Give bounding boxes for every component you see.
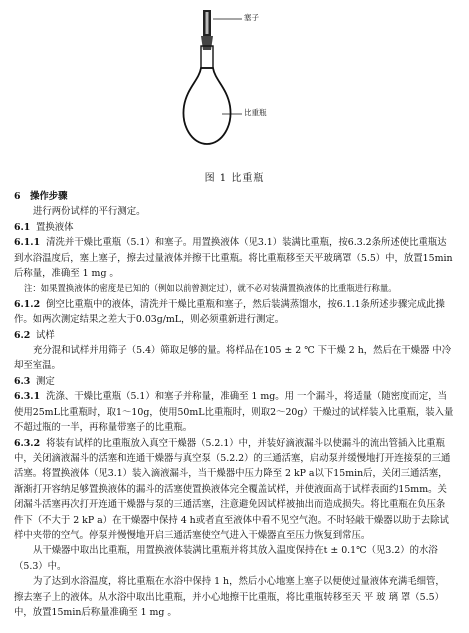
intro-paragraph: 进行两份试样的平行测定。	[33, 206, 146, 218]
section-6-heading: 6 操作步骤	[14, 191, 68, 202]
paragraph-6-1-2: 6.1.2 倒空比重瓶中的液体，清洗并干燥比重瓶和塞子，然后装满蒸馏水，按6.1.1条所述步骤完成此操作。如两次测定结果之差大于0.03g/mL，则必须重新进行测定。	[14, 298, 445, 326]
paragraph-6-3-4: 为了达到水浴温度，将比重瓶在水浴中保持 1 h，然后小心地塞上塞子以便使过量液体充满毛细管，擦去塞子上的液体。从水浴中取出比重瓶，并小心地擦干比重瓶，将比重瓶转移至天 平 玻 璃 罩（5.5）中，放置15min后称量准确至 1 mg 。	[14, 576, 445, 618]
section-6-2-heading: 6.2 试样	[14, 329, 55, 341]
section-6-3-heading: 6.3 测定	[14, 375, 55, 387]
paragraph-6-3-3: 从干燥器中取出比重瓶，用置换液体装满比重瓶并将其放入温度保持在t ± 0.1℃（见3.2）的水浴（5.3）中。	[14, 545, 438, 572]
paragraph-6-1-1: 6.1.1 清洗并干燥比重瓶（5.1）和塞子。用置换液体（见3.1）装满比重瓶，按6.3.2条所述使比重瓶达到水浴温度后，塞上塞子，擦去过量液体并擦干比重瓶。将比重瓶移至天平玻璃罩（5.5）中，放置15min后称量，准确至 1 mg 。	[14, 237, 453, 280]
bottle-body	[184, 68, 231, 144]
note: 注：如果置换液体的密度是已知的（例如以前曾测定过），就不必对装满置换液体的比重瓶进行称量。	[24, 283, 397, 294]
document-body	[14, 186, 454, 620]
label-bottle: 比重瓶	[244, 108, 267, 117]
pycnometer-figure	[150, 2, 310, 152]
label-stopper: 塞子	[244, 13, 259, 22]
paragraph-6-3-1: 6.3.1 洗涤、干燥比重瓶（5.1）和塞子并称量，准确至 1 mg。用 一个漏斗，将适量（随密度而定，当使用25mL比重瓶时，取1～10g，使用50mL比重瓶时，则取2～20g）干燥过的试样装入比重瓶，装入量不超过瓶的一半，再称量带塞子的比重瓶。	[14, 391, 454, 434]
figure-caption: 图 1 比重瓶	[204, 173, 265, 184]
section-6-1-heading: 6.1 置换液体	[14, 221, 74, 233]
paragraph-6-2: 充分混和试样并用筛子（5.4）筛取足够的量。将样品在105 ± 2 ℃ 下干燥 2 h，然后在干燥器 中冷却至室温。	[14, 345, 452, 372]
paragraph-6-3-2: 6.3.2 将装有试样的比重瓶放入真空干燥器（5.2.1）中，并装好滴液漏斗以使漏斗的流出管插入比重瓶中，关闭滴液漏斗的活塞和连通干燥器与真空泵（5.2.2）的三通活塞，启动泵并缓慢地打开连接泵的三通活塞。将置换液体（见3.1）装入滴液漏斗，当干燥器中压力降至 2 kP a以下15min后，关闭三通活塞，渐渐打开容纳足够置换液体的漏斗的活塞使置换液体完全覆盖试样，并使液面高于试样表面约15mm。关闭漏斗活塞再次打开连通干燥器与泵的三通活塞，注意避免因试样被抽出而造成损失。将比重瓶在负压条件下（不大于 2 kP a）在干燥器中保持 4 h或者直至液体中看不见空气泡。不时轻敲干燥器以助于去除试样中夹带的空气。停泵并慢慢地开启三通活塞使空气进入干燥器直至压力恢复到常压。	[14, 437, 451, 541]
